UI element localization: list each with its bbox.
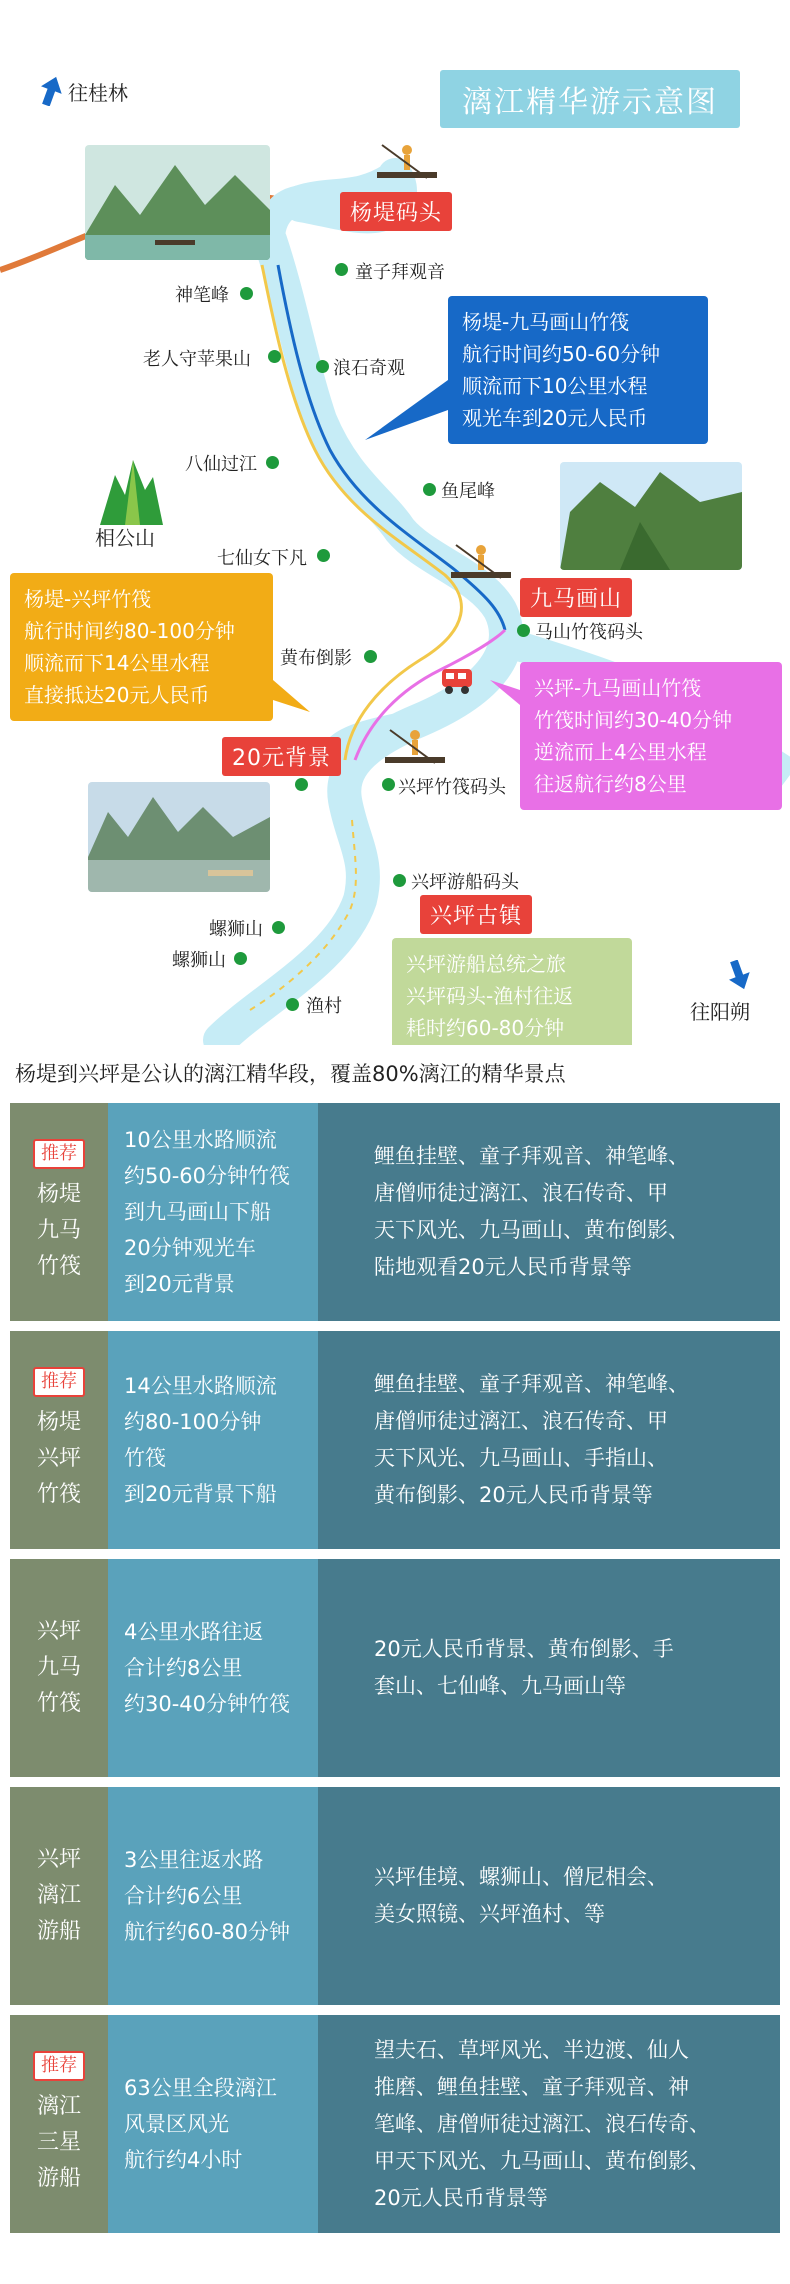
- tour-name-line: 杨堤: [36, 1182, 81, 1207]
- tour-sights-line: 20元人民币背景、黄布倒影、手: [374, 1637, 674, 1661]
- spot-baxian: 八仙过江: [185, 454, 257, 475]
- spot-yucun: 渔村: [306, 996, 342, 1017]
- tour-route-line: 约50-60分钟竹筏: [124, 1164, 291, 1188]
- tour-name-cell: [10, 2015, 108, 2233]
- info-line: 兴坪-九马画山竹筏: [534, 676, 702, 700]
- spot-dot: [240, 287, 253, 300]
- info-line: 耗时约60-80分钟: [406, 1016, 565, 1040]
- place-rmb20: 20元背景: [222, 737, 341, 776]
- tour-sights-line: 推磨、鲤鱼挂壁、童子拜观音、神: [374, 2074, 689, 2099]
- tour-route-line: 10公里水路顺流: [124, 1128, 277, 1152]
- spot-qixian: 七仙女下凡: [217, 548, 307, 569]
- info-line: 竹筏时间约30-40分钟: [534, 708, 733, 732]
- spot-dot: [316, 360, 329, 373]
- spot-dot: [423, 483, 436, 496]
- tour-route-line: 约30-40分钟竹筏: [124, 1692, 291, 1716]
- tour-name-cell: [10, 1787, 108, 2005]
- spot-dot: [364, 650, 377, 663]
- tour-route-line: 合计约8公里: [124, 1656, 243, 1680]
- info-line: 兴坪码头-渔村往返: [406, 984, 574, 1008]
- info-line: 航行时间约50-60分钟: [462, 342, 661, 366]
- tour-name-line: 兴坪: [36, 1446, 81, 1471]
- tour-row: [10, 1559, 780, 1777]
- spot-dot: [382, 778, 395, 791]
- tour-row: [10, 1103, 780, 1321]
- mountain-icon: [95, 455, 165, 525]
- info-line: 兴坪游船总统之旅: [406, 952, 566, 976]
- tour-route-line: 竹筏: [124, 1446, 166, 1470]
- info-xingping-boat: [392, 938, 632, 1045]
- tour-row: [10, 1331, 780, 1549]
- tour-sights-line: 陆地观看20元人民币背景等: [374, 1255, 632, 1279]
- spot-huangbu: 黄布倒影: [280, 648, 352, 669]
- tour-name-cell: [10, 1331, 108, 1549]
- info-line: 顺流而下10公里水程: [462, 374, 648, 398]
- arrow-up-icon: [40, 76, 62, 106]
- bamboo-raft-icon: [372, 140, 442, 185]
- tour-route-line: 3公里往返水路: [124, 1848, 264, 1872]
- tour-name-line: 兴坪: [36, 1619, 81, 1644]
- route-map: [0, 0, 790, 1045]
- tour-sights-line: 笔峰、唐僧师徒过漓江、浪石传奇、: [374, 2111, 710, 2136]
- map-title: 漓江精华游示意图: [440, 70, 740, 128]
- spot-dot: [286, 998, 299, 1011]
- recommend-badge: 推荐: [33, 1139, 85, 1169]
- tour-name-cell: [10, 1559, 108, 1777]
- spot-luoshi-1: 螺狮山: [209, 919, 263, 940]
- tour-name-line: 竹筏: [36, 1482, 81, 1507]
- info-line: 航行时间约80-100分钟: [24, 619, 235, 643]
- info-yangdi-jiuma: [448, 296, 708, 444]
- info-line: 观光车到20元人民币: [462, 406, 648, 430]
- tour-route-line: 合计约6公里: [124, 1884, 243, 1908]
- tour-sights-cell: [318, 2015, 780, 2233]
- tour-route-line: 到20元背景下船: [124, 1482, 277, 1506]
- tour-sights-line: 甲天下风光、九马画山、黄布倒影、: [374, 2148, 710, 2173]
- photo-yangdi: [85, 145, 270, 260]
- info-line: 杨堤-兴坪竹筏: [24, 587, 152, 611]
- tour-sights-line: 黄布倒影、20元人民币背景等: [374, 1483, 653, 1507]
- tour-sights-line: 鲤鱼挂壁、童子拜观音、神笔峰、: [374, 1144, 689, 1168]
- mountain-label: 相公山: [95, 526, 155, 550]
- arrow-down-icon: [728, 960, 750, 990]
- tour-route-line: 20分钟观光车: [124, 1236, 256, 1260]
- tour-name-line: 九马: [36, 1655, 81, 1680]
- info-xingping-jiuma: [520, 662, 782, 810]
- tour-row: [10, 1787, 780, 2005]
- tour-route-cell: [108, 2015, 318, 2233]
- info-line: 直接抵达20元人民币: [24, 683, 210, 707]
- recommend-badge: 推荐: [33, 2051, 85, 2081]
- map-caption: 杨堤到兴坪是公认的漓江精华段，覆盖80%漓江的精华景点: [15, 1062, 566, 1086]
- spot-dot: [517, 624, 530, 637]
- info-line: 逆流而上4公里水程: [534, 740, 707, 764]
- to-guilin: [40, 76, 128, 106]
- spot-dot: [317, 549, 330, 562]
- tour-sights-line: 天下风光、九马画山、手指山、: [374, 1446, 668, 1470]
- to-yangshuo: [690, 960, 750, 1025]
- recommend-badge: 推荐: [33, 1367, 85, 1397]
- place-jiuma: 九马画山: [520, 578, 632, 617]
- spot-langshi: 浪石奇观: [333, 358, 405, 379]
- spot-xp-boat: 兴坪游船码头: [411, 872, 519, 893]
- tour-sights-cell: [318, 1559, 780, 1777]
- to-guilin-label: 往桂林: [68, 80, 128, 105]
- tour-route-line: 到九马画山下船: [124, 1200, 271, 1224]
- tour-route-line: 约80-100分钟: [124, 1410, 262, 1434]
- tour-table: [10, 1103, 780, 2243]
- tour-route-cell: [108, 1787, 318, 2005]
- spot-yuwei: 鱼尾峰: [441, 481, 495, 502]
- tour-name-line: 游船: [36, 2166, 81, 2191]
- tour-name-line: 漓江: [36, 2094, 81, 2119]
- tour-name-line: 竹筏: [36, 1691, 81, 1716]
- tour-sights-line: 兴坪佳境、螺狮山、僧尼相会、: [374, 1865, 668, 1889]
- tour-route-cell: [108, 1103, 318, 1321]
- tour-name-line: 杨堤: [36, 1410, 81, 1435]
- place-yangdi-pier: 杨堤码头: [340, 192, 452, 231]
- spot-shenbi: 神笔峰: [175, 285, 229, 306]
- shuttle-bus-icon: [440, 665, 474, 695]
- tour-name-line: 游船: [36, 1919, 81, 1944]
- tour-sights-line: 望夫石、草坪风光、半边渡、仙人: [374, 2037, 689, 2062]
- spot-dot: [268, 350, 281, 363]
- tour-route-line: 到20元背景: [124, 1272, 235, 1296]
- spot-dot: [272, 921, 285, 934]
- tour-route-line: 航行约60-80分钟: [124, 1920, 291, 1944]
- tour-name-line: 九马: [36, 1218, 81, 1243]
- tour-route-line: 14公里水路顺流: [124, 1374, 277, 1398]
- spot-laoren: 老人守苹果山: [143, 349, 251, 370]
- spot-tongzi: 童子拜观音: [355, 262, 445, 283]
- spot-xp-raft: 兴坪竹筏码头: [398, 777, 506, 798]
- tour-sights-line: 美女照镜、兴坪渔村、等: [374, 1902, 605, 1926]
- tour-sights-line: 唐僧师徒过漓江、浪石传奇、甲: [374, 1409, 668, 1433]
- tour-name-cell: [10, 1103, 108, 1321]
- tour-route-cell: [108, 1559, 318, 1777]
- tour-sights-line: 套山、七仙峰、九马画山等: [374, 1674, 626, 1698]
- bamboo-raft-icon: [446, 540, 516, 585]
- tour-name-line: 兴坪: [36, 1847, 81, 1872]
- spot-dot: [234, 952, 247, 965]
- spot-dot: [295, 778, 308, 791]
- spot-luoshi-2: 螺狮山: [172, 950, 226, 971]
- tour-sights-line: 天下风光、九马画山、黄布倒影、: [374, 1218, 689, 1242]
- tour-route-cell: [108, 1331, 318, 1549]
- photo-rmb20: [88, 782, 270, 892]
- tour-sights-line: 20元人民币背景等: [374, 2185, 548, 2210]
- tour-route-line: 风景区风光: [124, 2112, 229, 2136]
- tour-sights-line: 鲤鱼挂壁、童子拜观音、神笔峰、: [374, 1372, 689, 1396]
- spot-dot: [335, 263, 348, 276]
- tour-sights-cell: [318, 1331, 780, 1549]
- tour-name-line: 竹筏: [36, 1254, 81, 1279]
- bamboo-raft-icon: [380, 725, 450, 770]
- tour-route-line: 航行约4小时: [124, 2148, 243, 2172]
- tour-name-line: 漓江: [36, 1883, 81, 1908]
- tour-name-line: 三星: [36, 2130, 81, 2155]
- place-xingping-town: 兴坪古镇: [420, 895, 532, 934]
- info-line: 顺流而下14公里水程: [24, 651, 210, 675]
- spot-dot: [266, 456, 279, 469]
- info-line: 杨堤-九马画山竹筏: [462, 310, 630, 334]
- photo-jiuma: [560, 462, 742, 570]
- spot-mashan: 马山竹筏码头: [535, 622, 643, 643]
- info-yangdi-xingping: [10, 573, 273, 721]
- tour-row: [10, 2015, 780, 2233]
- to-yangshuo-label: 往阳朔: [690, 1000, 750, 1024]
- info-line: 往返航行约8公里: [534, 772, 687, 796]
- tour-route-line: 63公里全段漓江: [124, 2076, 277, 2100]
- tour-route-line: 4公里水路往返: [124, 1620, 264, 1644]
- tour-sights-cell: [318, 1787, 780, 2005]
- tour-sights-cell: [318, 1103, 780, 1321]
- tour-sights-line: 唐僧师徒过漓江、浪石传奇、甲: [374, 1181, 668, 1205]
- spot-dot: [393, 874, 406, 887]
